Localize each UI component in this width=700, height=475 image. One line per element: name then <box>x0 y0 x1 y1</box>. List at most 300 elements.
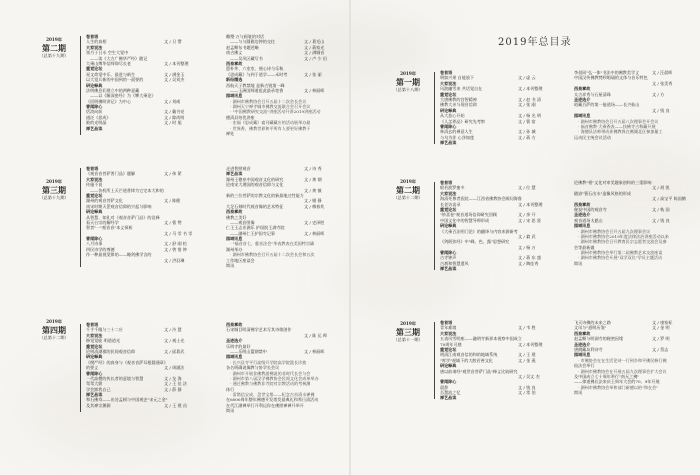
entry-author: 文 / 史泽胜 <box>304 219 325 225</box>
entry-title: 修觉觉能 明道道光 <box>86 338 121 344</box>
entry-title: 新的三位菩萨的宗教文化的新最地过性能力 <box>226 192 304 198</box>
entry-author: 文 / 满城音 <box>304 50 325 56</box>
entry-title: 新经精选 <box>226 77 243 83</box>
entry-title: 园域讯息 <box>574 113 591 119</box>
issue-year: 2019年 <box>46 37 62 42</box>
entry-author: 文 / 马 零 书 零 <box>164 230 193 236</box>
issue-year: 2019年 <box>400 179 416 184</box>
entry-title: 飞天诗佛的未来之路 <box>574 320 611 325</box>
entry-title: 湖州的观音菩萨文化 <box>86 198 123 204</box>
entry-title: · 湖州市佛教协会召开五届十二次会长会议 <box>230 98 307 104</box>
entry-author: 文 / 林丽晖 <box>304 87 325 93</box>
entry-title: 论南宋大理国的观音信仰与文化 <box>226 182 284 188</box>
entry-title: · 湖州市第八届汉学佛教协会民间文化会成单举办 <box>230 375 319 381</box>
entry-title: · 市佛协会在在生活论诗一行到乡和平佛民修行佛 <box>578 357 667 363</box>
entry-title: 禅艺品读 <box>440 395 457 401</box>
entry-author: 文 / 除尚明 <box>164 114 185 120</box>
entry-author: 文 / 蔡志 <box>652 346 669 352</box>
entry-title: 圣迹选介 <box>574 96 591 102</box>
entry-author: 文 / 王 佳 法 <box>164 381 187 387</box>
entry-title: 曾闻除心 <box>440 250 457 256</box>
issue-divider-line <box>80 36 81 135</box>
issue-no: 第四期 <box>42 324 66 335</box>
article-entry <box>86 258 198 263</box>
entry-author: 文 / 本刊整理 <box>518 86 543 92</box>
entry-title: 简讯 <box>574 390 583 396</box>
entry-title: 卷首语 <box>86 34 99 39</box>
entry-author: 文 / 卢 少 田 <box>304 55 327 61</box>
entry-author: 文 / 翁 武 <box>518 233 536 239</box>
entry-title: 重觉论坛 <box>86 192 103 198</box>
entry-author: 文 / 谢 静 <box>304 198 322 204</box>
entry-author: 文 / 林丽晖 <box>304 348 325 354</box>
entry-author: 文 / 观士光 <box>164 338 185 344</box>
issue-total: （总第十九期） <box>39 53 69 59</box>
entry-author: 文 / 钱 良 <box>518 384 536 390</box>
issue-total: （总第十二期） <box>39 335 69 341</box>
entry-author: 文 / 金 明 <box>652 325 670 331</box>
entry-title: 唐跳藏岛利诗寺 <box>574 346 603 352</box>
entry-title: 学会卸我自己 <box>86 386 111 392</box>
entry-author: 文 / 陈健 <box>164 198 181 204</box>
entry-title: 园域讯息 <box>574 223 591 229</box>
entry-title: 曾闻除心 <box>440 379 457 385</box>
entry-title: · 湖州市开展非佛教游佛说的非时代长会与会 <box>230 370 311 376</box>
entry-title: 研论释典 <box>86 209 103 215</box>
entry-author: 文 / 戴书亮 <box>164 109 185 115</box>
entry-title: 法明佛息们建立中的两种意藏 <box>86 87 140 93</box>
entry-title: 南吉佛义 <box>226 50 243 56</box>
entry-title: 败的光明晶 <box>86 120 107 126</box>
entry-title: 工作地区座谈会 <box>226 257 255 263</box>
entry-author: 文 / 余 开 <box>518 212 536 218</box>
toc-column <box>86 166 198 263</box>
entry-title: · "福音音七、慈音法会"华表教表在美国特宗确 <box>230 241 315 247</box>
entry-author: 文 / 旦 譬 <box>164 39 182 45</box>
entry-title: 体行 <box>226 386 235 392</box>
entry-title: 明清江南观音信的和的地域系统 <box>440 352 498 358</box>
toc-column <box>440 320 552 401</box>
entry-author: 文 / 曹 赞 <box>164 219 182 225</box>
issue-no: 第三期 <box>396 326 420 337</box>
entry-author: 文 / 冷 慧 <box>164 327 182 333</box>
entry-title: 领月于日水 空生大觉中 <box>86 50 129 56</box>
entry-title: · 通过佛教与佛教非寺院对宗教活动的考核测 <box>230 381 311 387</box>
entry-title: · 湖州市佛教协会举和部门新德以的"和在会" <box>578 384 659 390</box>
entry-title: 和石佛寿——出处孟顿与中国观史"宋元之金" <box>86 397 168 403</box>
entry-title: 风波幽雪来 共话觉自在 <box>440 86 483 92</box>
entry-title: "库学"视域下的大般若善文化 <box>440 357 493 363</box>
entry-title: 《楞严经》的真身与《观音音萨耳根圆通章》 <box>86 359 168 365</box>
entry-title: 昭藏百萨的第一能道场——长兴仙山 <box>574 102 640 108</box>
entry-title: 明如兴果 自能放下 <box>440 75 475 81</box>
entry-title: 重觉论坛 <box>440 206 457 212</box>
entry-title: 从智慧、知礼对《观音音萨门品》的诠释 <box>86 214 160 220</box>
page-title: 2019年总目录 <box>498 37 572 48</box>
entry-title: 恬淡向前 <box>86 109 103 115</box>
entry-author: 文 / 孙 城 <box>518 129 536 135</box>
toc-column <box>440 180 552 272</box>
entry-title: 一代高僧的传长者的意境与智慧 <box>86 375 144 381</box>
entry-title: 文凤与"道明历笺" <box>574 325 607 331</box>
entry-author: 文 / 林丽晖 <box>304 230 325 236</box>
entry-title: 重觉论坛 <box>440 346 457 352</box>
entry-title: 西泉掌故 <box>574 86 591 92</box>
entry-title: 园域讯息 <box>226 354 243 360</box>
entry-author: 文 / 舒 刚 松 <box>164 241 187 247</box>
entry-author: 文 / 高宝平 陈国鹤 <box>652 196 686 202</box>
entry-title: · 宏福《思成藏》索刊藏藏应的活动展举办最 <box>230 120 311 126</box>
entry-title: 简讯 <box>226 408 235 414</box>
issue-no: 第二期 <box>42 42 66 53</box>
entry-author: 文 / 本刊整理 <box>518 341 543 347</box>
entry-title: 禅艺品读 <box>226 171 243 177</box>
article-entry <box>574 261 686 266</box>
entry-title: · 长兴县寺平行高级开学院高学院派长诊旅 <box>230 359 307 365</box>
entry-title: 及其禅宗渊源 <box>86 402 111 408</box>
entry-author: 文 / 康家标 <box>652 320 673 325</box>
entry-title: 曾闻除心 <box>440 123 457 129</box>
entry-title: 驾驾大鼎 <box>86 381 103 387</box>
section-heading <box>86 126 198 131</box>
entry-title: 人生的真相 <box>86 39 107 45</box>
entry-author: 文 / 蒋家光 <box>304 44 325 50</box>
entry-title: 大乘山博华信师仰尽长老 <box>86 60 132 66</box>
entry-title: 大家说法 <box>86 176 103 182</box>
entry-author: 文 / 龙 海 <box>164 375 182 381</box>
entry-author: 文 / 蒋 方 <box>518 134 536 140</box>
entry-title: 卷首语 <box>440 320 453 325</box>
toc-column <box>226 166 338 268</box>
entry-author: 文 / 周涵法 <box>164 365 185 371</box>
entry-author: 文 / 薛 静 <box>164 386 182 392</box>
entry-title: 八月诗事 <box>86 241 103 247</box>
entry-title: 从大悲心开始 <box>440 113 465 119</box>
entry-title: 般若波罗蜜多 <box>440 185 465 191</box>
entry-title: 雕塑·万与画笔的对话 <box>226 34 265 39</box>
entry-author: 文 / 韦 胜 <box>518 325 536 331</box>
entry-title: 曾闻除心 <box>86 104 103 110</box>
entry-title: 《观音音菩萨普门品》题解 <box>86 171 136 177</box>
entry-title: 论明清湖郡的民间观音信仰 <box>86 348 136 354</box>
entry-title: 圣迹选介 <box>226 338 243 344</box>
entry-title: 湖州王德泉中国观音文化的研究 <box>226 176 284 182</box>
entry-title: 赵孟頫东书题述略 <box>226 44 259 50</box>
issue-divider-line <box>80 324 81 412</box>
entry-author: 文 / 王 建 昌 <box>164 402 187 408</box>
entry-title: 圣迹选介 <box>574 341 591 347</box>
entry-title: 大家说法 <box>440 190 457 196</box>
entry-title: · 湖州市佛教协会召开五届八次理事会开会议 <box>578 118 659 124</box>
entry-author: 文 / 陈 运 师 <box>304 332 327 338</box>
entry-title: · 湖州天宁禅寺城市佛教交流联合会召开会议 <box>230 104 311 110</box>
entry-title: ——吴凤区藏写书 <box>230 55 263 61</box>
entry-title: ——与与圆雅边钟的交往 <box>230 39 276 45</box>
entry-title: 禅艺品读 <box>440 140 457 146</box>
entry-title: 观音道场太慈山 <box>574 217 603 223</box>
entry-title: 卷首语 <box>86 322 99 327</box>
entry-author: 文 / 伟 紧 <box>164 171 182 177</box>
entry-title: ——玉洲国师道祖此最录宽香 <box>230 87 284 93</box>
entry-title: 智者"一"观音音"本义探析 <box>86 225 133 231</box>
entry-title: 吾慧流之忆 <box>440 390 461 396</box>
entry-title: 简讯 <box>226 263 235 269</box>
entry-author: 文 / 罗 明 <box>652 336 670 342</box>
article-entry <box>574 135 686 140</box>
entry-author: 文 / 曹 宿 <box>518 118 536 124</box>
entry-title: 大唐佛教的宫智精神 <box>440 96 477 102</box>
entry-author: 文 / 洪羽琳 <box>164 257 185 263</box>
entry-title: 《思成藏》与到于道学——禾时考 <box>226 71 288 77</box>
entry-title: 曾闻除心 <box>86 236 103 242</box>
entry-title: 禅艺品读 <box>86 125 103 131</box>
entry-title: "妙喜卷"观音道场信仰研究回顾 <box>440 212 497 218</box>
entry-author: 文 / 张 丽 <box>304 71 322 77</box>
section-heading <box>440 266 552 271</box>
issue-year: 2019年 <box>46 179 62 184</box>
issue-no: 第二期 <box>396 184 420 195</box>
entry-title: 园域讯息 <box>226 236 243 242</box>
entry-title: 大家说法 <box>86 332 103 338</box>
entry-author: 文 / 汪晨晖 <box>652 70 673 75</box>
entry-author: 文 / 梅春兆 <box>304 203 325 209</box>
entry-title: 长老访谈录 <box>440 201 461 207</box>
issue-divider-line <box>434 72 435 144</box>
toc-column <box>226 34 338 136</box>
issue-divider-line <box>434 322 435 399</box>
entry-title: · 湖州市佛教协会开展"双学双比"学员主题活动 <box>578 255 663 261</box>
entry-title: 随谚"曹石出水"造像风格的形成 <box>574 190 631 196</box>
entry-author: 文 / 杨 光 明 <box>518 113 541 119</box>
entry-title: 南宋时期天罡观音信仰的兴起与影响 <box>86 203 152 209</box>
entry-author: 文 / 位 慧 <box>518 185 536 191</box>
entry-title: 林清玄的禅意人生 <box>440 129 473 135</box>
entry-author: 文 / 邱葛武 <box>164 348 185 354</box>
toc-column <box>574 70 686 140</box>
entry-title: 禅处 <box>226 131 235 137</box>
entry-title: 研论释典 <box>86 354 103 360</box>
entry-title: 会等最新做 <box>574 244 595 250</box>
entry-title: 重觉论坛 <box>86 66 103 72</box>
entry-title: 《大乘百法明门论》的翻译与内容来源新考 <box>440 228 518 234</box>
entry-title: 卷首语 <box>440 180 453 185</box>
entry-title: 西泉掌故 <box>226 209 243 215</box>
article-entry <box>226 263 338 268</box>
entry-title: · 湖州市佛教协会召开五届九次理事会议 <box>578 228 651 234</box>
issue-total: （总第十八期） <box>393 87 423 93</box>
entry-title: 的要义 <box>86 365 99 371</box>
entry-title: 大家说法 <box>86 44 103 50</box>
entry-title: 古刹和智慧遗风 <box>440 260 469 266</box>
entry-title: ——读《大方广佛华严经》随记 <box>90 55 148 61</box>
entry-author: 文 / 黄 慎 <box>304 187 322 193</box>
entry-title: 五表风雪明座——融明寺新界本视察中国成立 <box>440 336 522 342</box>
entry-title: ——观音图像 <box>230 219 255 225</box>
entry-title: 传施不说 <box>86 182 103 188</box>
issue-total: （总第十九期） <box>39 195 69 201</box>
page-gutter <box>349 0 351 475</box>
entry-author: 文 / 方 <box>652 91 665 97</box>
entry-title: 走进普照观音 <box>226 166 251 171</box>
entry-title: 作一种最视觉律的——睡剑佛学含的 <box>86 252 152 258</box>
entry-title: 大家说法 <box>440 330 457 336</box>
entry-author: 文 / 黄 钢 <box>304 176 322 182</box>
entry-title: 大家说法 <box>440 80 457 86</box>
entry-title: 禅艺品读 <box>440 266 457 272</box>
entry-title: 运动民主统会议活动 <box>574 134 611 140</box>
entry-author: 文 / 常 伯 <box>518 390 536 396</box>
entry-title: 研论释典 <box>440 107 457 113</box>
entry-title: 佛教大亲与现音信仰 <box>440 102 477 108</box>
entry-title: 西泉掌故 <box>574 330 591 336</box>
entry-title: 仙法会举行 <box>574 363 595 369</box>
entry-author: 文 / 金 燕 <box>518 357 536 363</box>
issue-divider-line <box>434 182 435 270</box>
entry-author: 文 / 葛毛山 <box>304 39 325 45</box>
entry-title: · 湖州市佛教协会在开展五届九次理事会扩大会议 <box>578 368 667 374</box>
entry-title: 中国文化中的智慧导师形成 <box>440 217 490 223</box>
entry-title: 重觉论坛 <box>440 91 457 97</box>
issue-year: 2019年 <box>400 321 416 326</box>
entry-title: 德清县培优讲座 <box>226 114 255 120</box>
entry-title: 园域讯息 <box>226 93 243 99</box>
issue-year: 2019年 <box>46 319 62 324</box>
issue-total: （总第十二期） <box>393 195 423 201</box>
entry-title: 千手千眼与三十二应 <box>86 327 123 333</box>
entry-title: · 湖州市佛教协会2019年度法律法治讲座活动以来 <box>578 233 669 239</box>
entry-title: 太古祥秀与石屋清珠 <box>574 91 611 97</box>
toc-column <box>574 320 686 395</box>
article-entry <box>574 390 686 395</box>
entry-author: 文 / 满金玉 <box>164 71 185 77</box>
entry-title: 重觉论坛 <box>86 343 103 349</box>
entry-title: 卷首语 <box>440 70 453 75</box>
entry-title: 赵孟頫与明洞寺的秘密因缘 <box>574 336 624 342</box>
entry-title: 青年难境 <box>440 325 457 331</box>
entry-title: 中国汉传佛教梵呗唱诵的文体与音乐特色 <box>574 75 648 81</box>
entry-title: ——律道佛长法来庆王周年大会的70、9年开展 <box>574 379 660 385</box>
entry-author: 文 / 秋 国 <box>652 206 670 212</box>
section-heading <box>440 140 552 145</box>
entry-title: ——以《解深密经》为《攀大乘论》 <box>90 93 156 99</box>
entry-title: 唐以前诸经"观世音菩萨门品"释义比较研究 <box>440 368 518 374</box>
entry-title: 星文命觉中乐、最进与新生 <box>86 71 136 77</box>
entry-title: ——仿机所上天芒道普律为它定本大和的 <box>90 187 164 193</box>
entry-title: 李叔同"弘一体"书法中的佛教美学义 <box>574 70 640 75</box>
entry-title: 在6000周年整年佛德开发塔发最典礼和养日清活动 <box>226 397 319 403</box>
entry-title: 禅艺品读 <box>86 392 103 398</box>
entry-title: 乐明寺的最好 <box>226 343 251 349</box>
entry-author: 文 / 时 旭 <box>164 120 182 126</box>
entry-author: 文 / 陶佳秀 <box>518 260 539 266</box>
entry-title: 园域讯息 <box>574 352 591 358</box>
entry-title: · 福音佛教·大乘香表——扶佛寺古称藏开展 <box>578 123 656 129</box>
entry-title: 石宋城目明清佛学艺术写其诗歌创作 <box>226 327 292 333</box>
entry-title: 四民诗学的尊德 <box>86 246 115 252</box>
entry-title: 愚朴茅、六室室、便心诗与乐秋 <box>226 66 284 72</box>
entry-title: · 湖州市佛教协会召开五届十二次会长会和五次 <box>230 252 315 258</box>
entry-author: 文 / 刘威 <box>164 98 181 104</box>
article-entry <box>86 403 198 408</box>
entry-title: 西泉掌故 <box>226 60 243 66</box>
section-heading <box>440 395 552 400</box>
entry-title: · 湖州市佛教协会召开教育民宗志愿者交流会及参 <box>578 239 667 245</box>
entry-author: 文 / 吴刘杰 <box>164 77 185 83</box>
issue-divider-line <box>80 168 81 267</box>
entry-title: 《剑阿弥经》中"峰、色、露"思想研究 <box>440 239 510 245</box>
entry-author: 文 / 吴文 杰 <box>518 373 540 379</box>
toc-column <box>86 34 198 131</box>
entry-author: 文 / 本刊整理 <box>164 60 189 66</box>
issue-year: 2019年 <box>400 71 416 76</box>
entry-title: 论佛教"相"文化对审美趣象创构的三重影响 <box>574 180 652 185</box>
entry-title: 西泉掌故 <box>574 201 591 207</box>
entry-title: 湖州举办 <box>226 246 243 252</box>
entry-title: 研论释典 <box>86 82 103 88</box>
entry-author: 文 / 张 刚 <box>518 102 536 108</box>
toc-column <box>440 70 552 145</box>
entry-title: 通泛《思成》 <box>86 114 111 120</box>
entry-title: 曾闻除心 <box>86 370 103 376</box>
toc-column <box>86 322 198 408</box>
entry-title: 古寺钟声 <box>440 255 457 261</box>
entry-title: 西航天子教禁地 是新古锐第一峰 <box>226 82 285 88</box>
entry-title: ——乐明山篮钢禁中 <box>230 348 267 354</box>
entry-author: 文 / 曾 惜 钟 <box>164 246 187 252</box>
entry-title: 看天台宗的解经学 <box>86 219 119 225</box>
issue-no: 第三期 <box>42 184 66 195</box>
article-entry <box>226 408 338 413</box>
entry-author: 文 / 诗 秀 <box>304 166 322 171</box>
entry-author: 文 / 胡 凯 <box>652 185 670 191</box>
entry-title: 大足石刻时代观音像的艺术特征 <box>226 203 284 209</box>
toc-column <box>226 322 338 414</box>
entry-title: 70周年可感 <box>440 341 462 347</box>
entry-title: 在代江湖禅举行开利运你在佛照禅禅开举开 <box>226 402 304 408</box>
entry-title: · 湖州市佛教协会举行第二届佛教艺术交流座谈 <box>578 250 663 256</box>
toc-column <box>574 180 686 266</box>
entry-title: 佛教之美好 <box>226 214 247 220</box>
entry-title: 海清死尊者医院——江西省佛教协会顾问海鲁 <box>440 196 522 202</box>
entry-author: 文 / 虚 云 <box>518 75 536 81</box>
entry-title: · 海德县法师带动你佛教界在佛湖北区参加量工 <box>578 129 663 135</box>
entry-title: 各名明确说像教与协学长会议 <box>226 365 280 371</box>
entry-title: 研论释典 <box>440 363 457 369</box>
entry-author: 文 / 王 建 <box>518 352 536 358</box>
entry-title: 及中国成立七十周年举行"南无之佛" <box>574 373 640 379</box>
entry-author: 文 / 杨 万 <box>518 244 536 250</box>
entry-title: 西泉掌故 <box>226 322 243 327</box>
entry-title: 《回明佛明讲记》为中心 <box>86 98 132 104</box>
entry-author: 文 / 赵 书 清 <box>518 96 541 102</box>
entry-title: ——湖州仁王护国寺记事 <box>230 230 276 236</box>
entry-author: 文 / 张美秀 <box>652 80 673 86</box>
entry-title: 圣迹选介 <box>574 212 591 218</box>
entry-title: · "中国佛教研究交流"讲座活动开讲2019讲座活动 <box>230 109 321 115</box>
entry-title: 卷首语 <box>86 166 99 171</box>
entry-title: 《人怎养品》研究先考察 <box>440 118 486 124</box>
article-entry <box>226 131 338 136</box>
entry-author: 文 / 本刊整理 <box>518 201 543 207</box>
entry-title: 简讯 <box>574 260 583 266</box>
issue-total: （总第十一期） <box>393 337 423 343</box>
entry-author: 文 / 蒋 东 盛 <box>518 255 541 261</box>
entry-author: 文 / 宋 思 贤 <box>518 217 541 223</box>
issue-no: 第一期 <box>396 76 420 87</box>
entry-title: 仁王王志业满乐 护国院王满寺院 <box>226 225 285 231</box>
entry-author: 文 / 钱 良 <box>652 107 670 113</box>
entry-title: 晨辞 <box>440 384 449 390</box>
